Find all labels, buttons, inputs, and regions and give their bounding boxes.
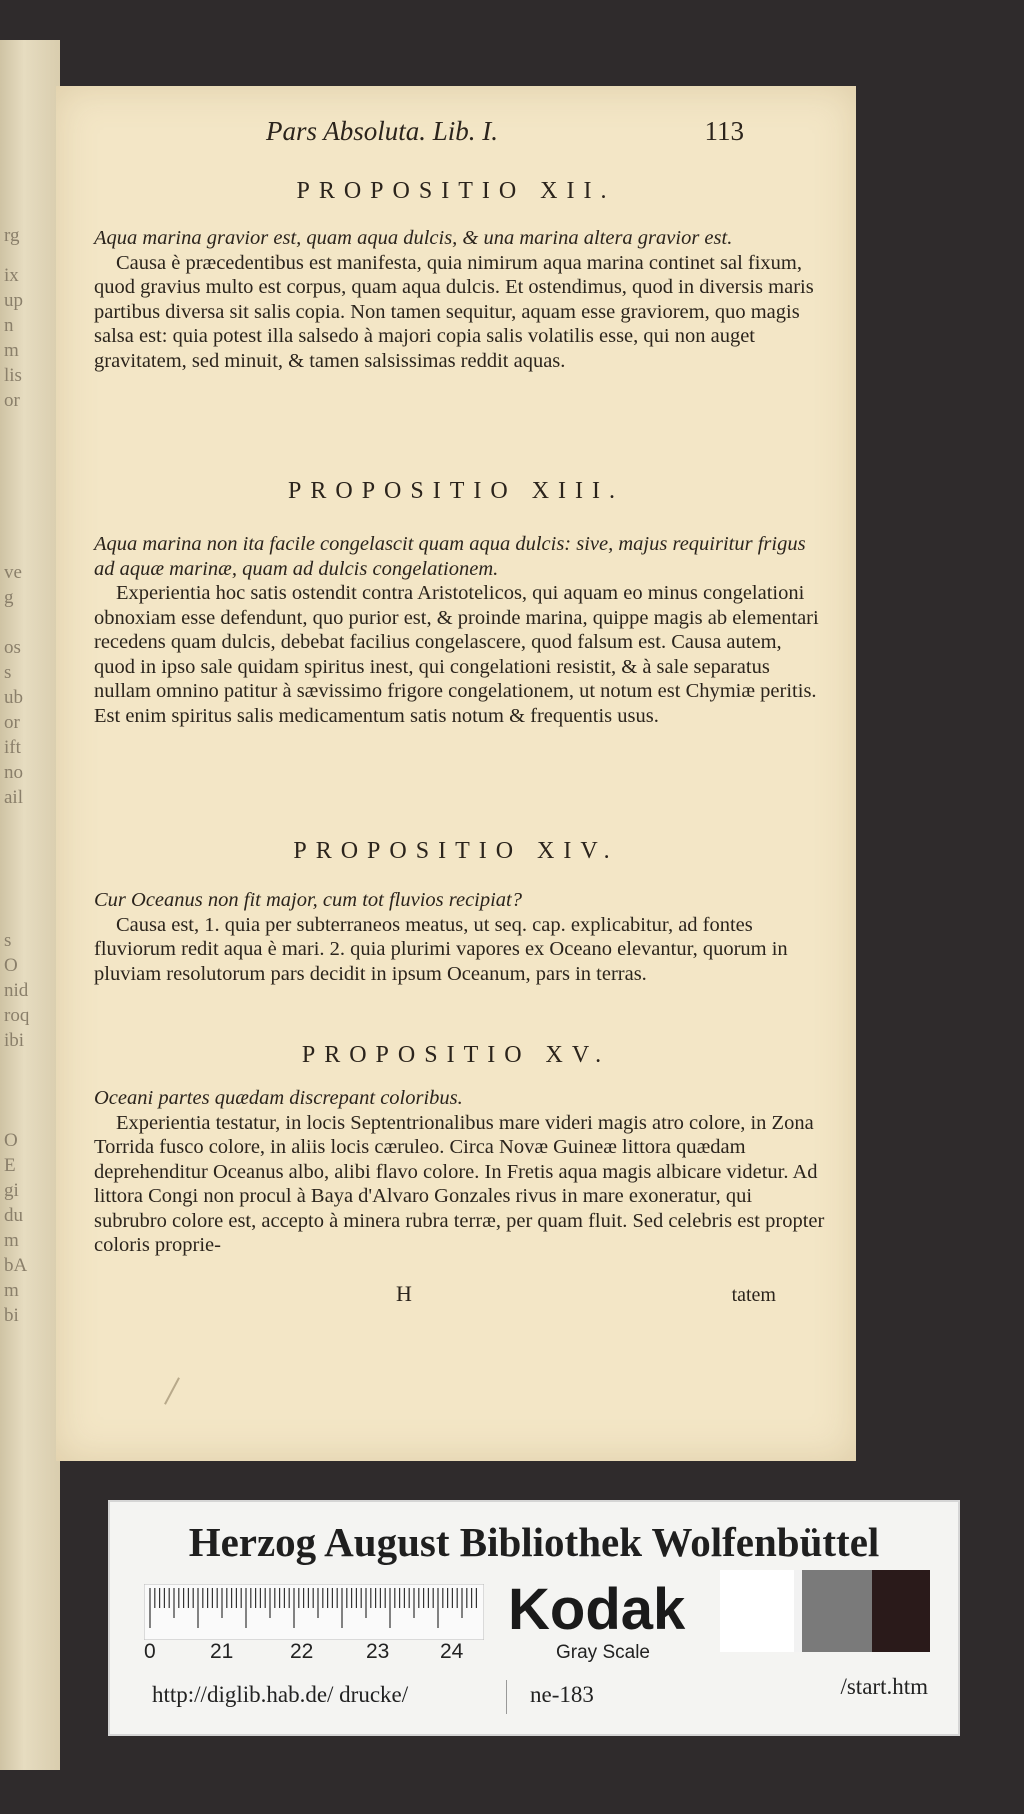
url-start: http://diglib.hab.de/ drucke/ [152, 1682, 409, 1707]
section-heading: PROPOSITIO XV. [301, 1042, 611, 1068]
page-number: 113 [704, 116, 744, 146]
signature-mark: H [396, 1281, 412, 1306]
divider [506, 1680, 507, 1714]
section-body: Causa est, 1. quia per subterraneos meatus, ut seq. cap. explicabitur, ad fontes fluviorum redit aqua è mari. 2. quia plurimi vapores ex Oceano elevantur, quorum in pluviam resolutorum pars decidit in ipsum Oceanum, pars in terras. [94, 913, 788, 985]
edge-fragment: g [4, 587, 14, 608]
book-page [56, 86, 856, 1461]
section-text [94, 888, 826, 986]
running-header [56, 116, 856, 156]
section-body: Causa è præcedentibus est manifesta, quia nimirum aqua marina continet sal fixum, quod gravius multo est corpus, quam aqua dulcis. Et ostendimus, quod in diversis maris partibus diversa sit salis copia. Non tamen sequitur, aquam esse graviorem, quo magis salsa est: quia potest illa salsedo à majori copia salis volatilis esse, qui non auget gravitatem, sed minuit, & tamen salsissimas reddit aquas. [94, 251, 814, 372]
edge-fragment: s [4, 662, 12, 683]
edge-fragment: no [4, 762, 23, 783]
edge-fragment: gi [4, 1180, 19, 1201]
edge-fragment: ail [4, 787, 23, 808]
edge-fragment: m [4, 340, 19, 361]
gray-patch [872, 1570, 930, 1652]
kodak-logo: Kodak [508, 1577, 686, 1642]
gray-patch [720, 1570, 794, 1652]
edge-fragment: ve [4, 562, 22, 583]
ruler-label: 22 [290, 1640, 314, 1663]
section-body: Experientia hoc satis ostendit contra Aristotelicos, qui aquam eo minus congelationi obnoxiam esse defendunt, quo purior est, & proinde marina, quippe magis ab elementari recedens quam dulcis, debebat facilius congelascere, quod falsum est. Causa autem, quod in ipso sale quidam spiritus inest, qui congelationi resistit, & à sale separatus nullam omnino patitur à sævissimo frigore congelationem, ut notum est Chymiæ peritis. Est enim spiritus salis medicamentum satis notum & frequentis usus. [94, 582, 819, 727]
shelfmark: ne-183 [530, 1682, 594, 1707]
ruler-label: 21 [210, 1640, 234, 1663]
ruler-label: 24 [440, 1640, 464, 1663]
measurement-ruler [144, 1584, 484, 1664]
edge-fragment: rg [4, 225, 20, 246]
section-text [94, 226, 826, 373]
section-body: Experientia testatur, in locis Septentrionalibus mare videri magis atro colore, in Zona Torrida fusco colore, in aliis locis cæruleo. Circa Novæ Guineæ littora quædam deprehenditur Oceanus albo, alibi flavo colore. In Fretis aqua magis albicare videtur. Ad littora Congi non procul à Baya d'Alvaro Gonzales rivus in mare exoneratur, qui subrubro colore est, accepto à minera rubra terræ, per quam fluit. Sed celebris est propter coloris proprie- [94, 1111, 825, 1256]
section-text [94, 1086, 826, 1258]
section-heading: PROPOSITIO XIII. [288, 478, 624, 504]
edge-fragment: or [4, 712, 20, 733]
proposition-statement: Oceani partes quædam discrepant coloribus. [94, 1087, 463, 1109]
edge-fragment: ub [4, 687, 23, 708]
section-heading: PROPOSITIO XIV. [293, 838, 619, 864]
edge-fragment: O [4, 1130, 18, 1151]
ruler-ticks [144, 1584, 484, 1640]
edge-fragment: or [4, 390, 20, 411]
gray-scale-label: Gray Scale [556, 1642, 650, 1663]
edge-fragment: nid [4, 980, 29, 1001]
edge-fragment: up [4, 290, 23, 311]
library-name: Herzog August Bibliothek Wolfenbüttel [188, 1519, 880, 1565]
proposition-statement: Aqua marina gravior est, quam aqua dulcis, & una marina altera gravior est. [94, 227, 733, 249]
pen-stroke [164, 1377, 180, 1404]
edge-fragment: du [4, 1205, 23, 1226]
color-target-card [108, 1500, 960, 1736]
edge-fragment: n [4, 315, 14, 336]
proposition-statement: Aqua marina non ita facile congelascit quam aqua dulcis: sive, majus requiritur frigus ad aquæ marinæ, quam ad dulcis congelationem. [94, 533, 806, 580]
left-page-edge [0, 40, 60, 1770]
running-title: Pars Absoluta. Lib. I. [266, 116, 499, 146]
ruler-label: 0 [144, 1640, 156, 1663]
edge-fragment: O [4, 955, 18, 976]
gray-patch [794, 1570, 802, 1652]
section-heading: PROPOSITIO XII. [296, 178, 616, 204]
edge-fragment: os [4, 637, 21, 658]
edge-fragment: E [4, 1155, 16, 1176]
edge-fragment: lis [4, 365, 22, 386]
edge-fragment: s [4, 930, 12, 951]
edge-fragment: ibi [4, 1030, 25, 1051]
edge-fragment: bi [4, 1305, 19, 1326]
ruler-label: 23 [366, 1640, 390, 1663]
edge-fragment: m [4, 1280, 19, 1301]
proposition-statement: Cur Oceanus non fit major, cum tot fluvios recipiat? [94, 889, 523, 911]
edge-fragment: ix [4, 265, 19, 286]
edge-fragment: ift [4, 737, 21, 758]
section-text [94, 532, 826, 728]
catchword: tatem [731, 1284, 776, 1306]
edge-fragment: roq [4, 1005, 30, 1026]
edge-fragment: m [4, 1230, 19, 1251]
url-end: /start.htm [840, 1674, 928, 1699]
edge-fragment: bA [4, 1255, 28, 1276]
gray-patch [802, 1570, 872, 1652]
